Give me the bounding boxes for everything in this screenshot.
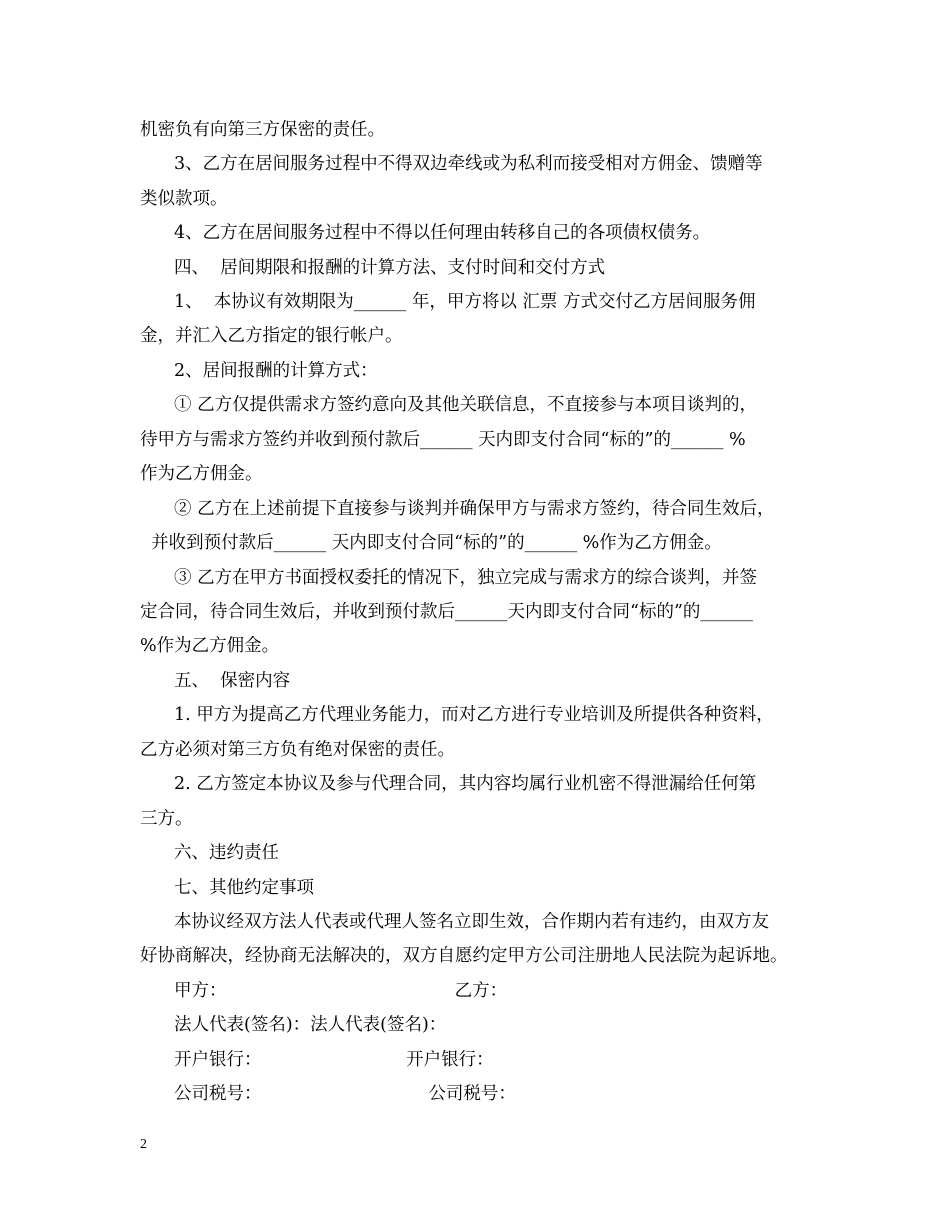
text-line: %作为乙方佣金。 [140, 636, 280, 656]
text-line: 待甲方与需求方签约并收到预付款后______ 天内即支付合同“标的”的______ % [140, 430, 746, 450]
section-heading: 四、 居间期限和报酬的计算方法、支付时间和交付方式 [174, 258, 606, 278]
text-line: 1. 甲方为提高乙方代理业务能力，而对乙方进行专业培训及所提供各种资料， [174, 705, 774, 725]
text-line: 2、居间报酬的计算方式： [174, 361, 378, 381]
text-line: 作为乙方佣金。 [140, 464, 263, 484]
text-line: ② 乙方在上述前提下直接参与谈判并确保甲方与需求方签约，待合同生效后， [174, 499, 775, 519]
text-line: 并收到预付款后______ 天内即支付合同“标的”的______ %作为乙方佣金。 [140, 533, 722, 553]
section-heading: 七、其他约定事项 [174, 878, 314, 898]
section-heading: 五、 保密内容 [174, 671, 291, 691]
signature-tax-line: 公司税号： 公司税号： [174, 1084, 516, 1104]
signature-bank-line: 开户银行： 开户银行： [174, 1050, 494, 1070]
text-line: ① 乙方仅提供需求方签约意向及其他关联信息，不直接参与本项目谈判的， [174, 395, 758, 415]
text-line: 机密负有向第三方保密的责任。 [140, 120, 385, 140]
page-number: 2 [140, 1137, 147, 1152]
text-line: 类似款项。 [140, 189, 228, 209]
text-line: 好协商解决，经协商无法解决的，双方自愿约定甲方公司注册地人民法院为起诉地。 [140, 946, 788, 966]
signature-party-line: 甲方： 乙方： [174, 981, 508, 1001]
text-line: 乙方必须对第三方负有绝对保密的责任。 [140, 740, 455, 760]
signature-representative-line: 法人代表(签名)：法人代表(签名)： [174, 1015, 447, 1035]
section-heading: 六、违约责任 [174, 843, 279, 863]
text-line: 三方。 [140, 809, 193, 829]
text-line: 本协议经双方法人代表或代理人签名立即生效，合作期内若有违约，由双方友 [174, 912, 769, 932]
text-line: 3、乙方在居间服务过程中不得双边牵线或为私利而接受相对方佣金、馈赠等 [174, 154, 763, 174]
text-line: 2. 乙方签定本协议及参与代理合同，其内容均属行业机密不得泄漏给任何第 [174, 774, 757, 794]
text-line: ③ 乙方在甲方书面授权委托的情况下，独立完成与需求方的综合谈判，并签 [174, 568, 758, 588]
text-line: 定合同，待合同生效后，并收到预付款后______天内即支付合同“标的”的______ [140, 602, 753, 622]
text-line: 4、乙方在居间服务过程中不得以任何理由转移自己的各项债权债务。 [174, 223, 711, 243]
text-line: 金，并汇入乙方指定的银行帐户。 [140, 326, 403, 346]
text-line: 1、 本协议有效期限为______ 年，甲方将以 汇票 方式交付乙方居间服务佣 [174, 292, 756, 312]
